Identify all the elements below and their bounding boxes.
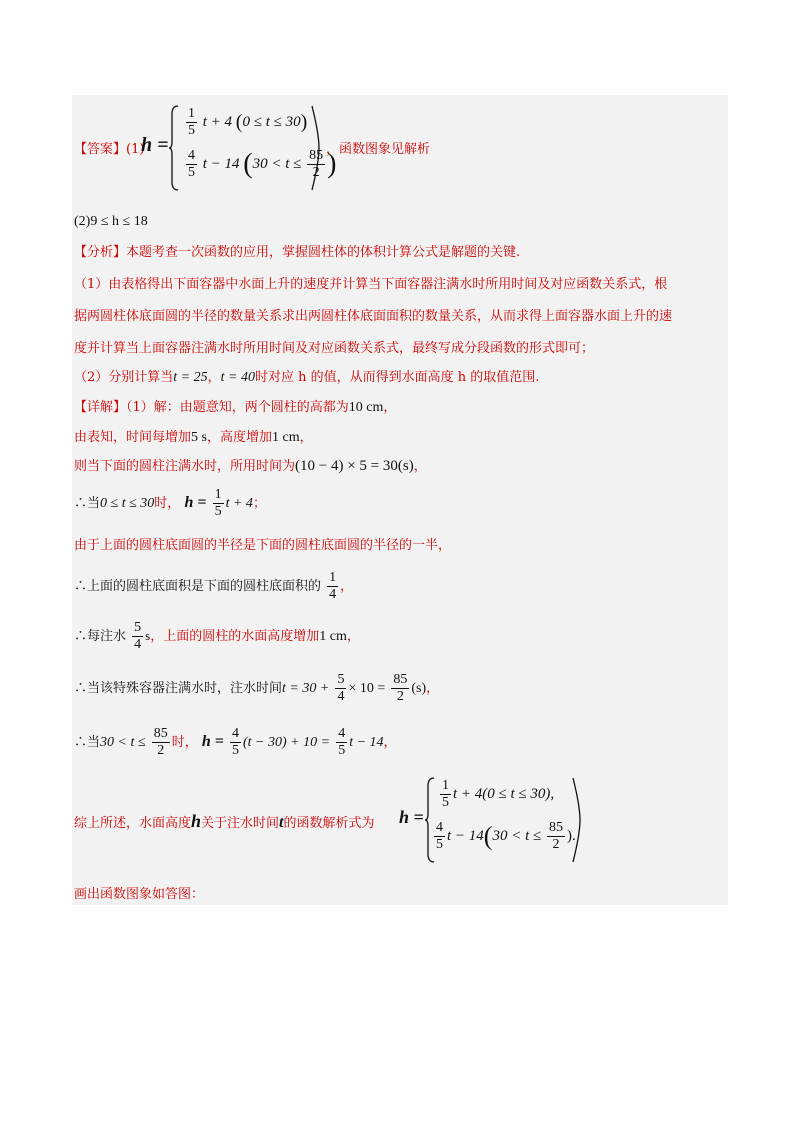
summary-h-eq: h = <box>399 807 424 827</box>
analysis-p1-l2: 据两圆柱体底面圆的半径的数量关系求出两圆柱体底面面积的数量关系，从而求得上面容器水面上升的速 <box>74 309 673 324</box>
summary-right-paren-icon <box>571 776 583 864</box>
detail-l1: 【详解】（1）解：由题意知，两个圆柱的高都为10 cm， <box>74 400 397 415</box>
analysis-p2: （2）分别计算当t = 25，t = 40时对应 h 的值，从而得到水面高度 h 的取值范围. <box>74 370 540 385</box>
right-paren-icon <box>310 104 322 192</box>
detail-l2: 由表知，时间每增加5 s，高度增加1 cm， <box>74 430 313 445</box>
analysis-p1-l3: 度并计算当上面容器注满水时所用时间及对应函数关系式，最终写成分段函数的形式即可； <box>74 341 595 356</box>
answer-part2: (2)9 ≤ h ≤ 18 <box>74 214 148 229</box>
detail-l3: 则当下面的圆柱注满水时，所用时间为(10 − 4) × 5 = 30(s)， <box>74 458 427 474</box>
answer-h-eq: h = <box>141 134 169 156</box>
part1-label: (1) <box>126 142 145 157</box>
answer-tag: 【答案】 <box>74 142 127 157</box>
analysis-intro: 【分析】本题考查一次函数的应用，掌握圆柱体的体积计算公式是解题的关键. <box>74 245 521 260</box>
detail-l9: ∴当30 < t ≤ $\frac{85}{2}$ 时， h = $\frac{4}{5}$ (t − 30) + 10 = $\frac{4}{5}$ t − 14， <box>74 726 397 758</box>
answer-case2: $\frac{4}{5}$ t − 14 (30 < t ≤ $\frac{85}{2}$ ) <box>188 148 337 180</box>
detail-l6: ∴上面的圆柱底面积是下面的圆柱底面积的 $\frac{1}{4}$ ， <box>74 570 354 602</box>
detail-l11: 画出函数图象如答图： <box>74 887 205 902</box>
summary-case2: $\frac{4}{5}$ t − 14(30 < t ≤ $\frac{85}{2}$ ). <box>436 820 576 852</box>
detail-l5: 由于上面的圆柱底面圆的半径是下面的圆柱底面圆的半径的一半， <box>74 538 452 553</box>
detail-l10: 综上所述，水面高度h关于注水时间t的函数解析式为 <box>74 811 375 831</box>
left-brace-icon <box>168 104 180 192</box>
answer-line <box>74 141 144 159</box>
answer-note: ，函数图象见解析 <box>326 142 431 157</box>
summary-case1: $\frac{1}{5}$ t + 4(0 ≤ t ≤ 30), <box>442 778 555 810</box>
detail-l7: ∴每注水 $\frac{5}{4}$ s，上面的圆柱的水面高度增加1 cm， <box>74 620 360 652</box>
analysis-p1-l1: （1）由表格得出下面容器中水面上升的速度并计算当下面容器注满水时所用时间及对应函数关系式，根 <box>74 277 668 292</box>
answer-case1: $\frac{1}{5}$ t + 4 (0 ≤ t ≤ 30) <box>188 106 308 138</box>
detail-l4: ∴当0 ≤ t ≤ 30时， h = $\frac{1}{5}$ t + 4； <box>74 487 266 519</box>
detail-l8: ∴当该特殊容器注满水时，注水时间t = 30 + $\frac{5}{4}$ × 10 = $\frac{85}{2}$ (s)， <box>74 672 440 704</box>
